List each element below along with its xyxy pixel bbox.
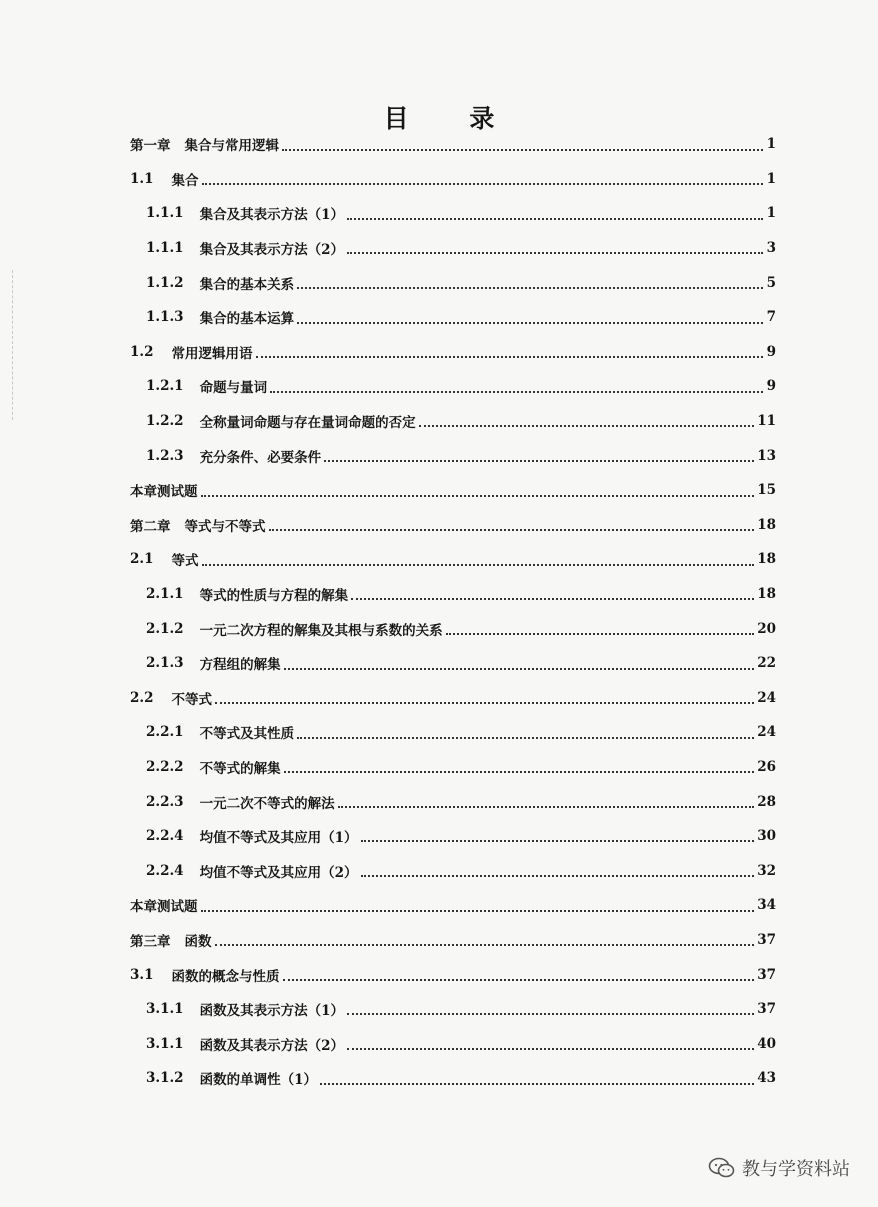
toc-entry-number: 1.1.1 — [146, 205, 184, 222]
toc-entry-page: 26 — [757, 758, 776, 775]
toc-dot-leader — [446, 633, 755, 635]
toc-entry-number: 2.2 — [130, 689, 154, 706]
toc-entry-number: 2.1.2 — [146, 620, 184, 637]
toc-entry-number: 1.1.1 — [146, 240, 184, 257]
toc-entry-title: 本章测试题 — [130, 899, 198, 916]
toc-entry-number: 2.2.2 — [146, 758, 184, 775]
toc-dot-leader — [347, 1048, 754, 1050]
toc-entry-page: 37 — [757, 966, 776, 983]
toc-entry — [130, 715, 776, 750]
toc-entry-title: 一元二次不等式的解法 — [199, 795, 335, 812]
toc-entry-page: 37 — [757, 931, 776, 948]
toc-entry — [130, 162, 776, 197]
toc-dot-leader — [215, 944, 755, 946]
toc-entry-title: 等式与不等式 — [184, 518, 266, 535]
toc-entry-title: 函数及其表示方法（2） — [199, 1037, 344, 1054]
toc-dot-leader — [419, 425, 755, 427]
toc-entry-page: 5 — [766, 274, 776, 291]
toc-entry-page: 37 — [757, 1001, 776, 1018]
toc-dot-leader — [361, 875, 755, 877]
toc-entry-title: 常用逻辑用语 — [171, 345, 253, 362]
table-of-contents — [130, 127, 776, 1096]
toc-entry — [130, 646, 776, 681]
toc-dot-leader — [202, 564, 755, 566]
toc-entry-title: 均值不等式及其应用（1） — [199, 830, 358, 847]
toc-entry-number: 第三章 — [130, 933, 171, 950]
toc-entry-number: 2.2.4 — [146, 862, 184, 879]
toc-dot-leader — [338, 806, 755, 808]
toc-dot-leader — [324, 460, 754, 462]
toc-entry-title: 不等式的解集 — [199, 760, 281, 777]
toc-entry-number: 1.2 — [130, 343, 154, 360]
toc-dot-leader — [283, 979, 755, 981]
wechat-icon — [708, 1157, 736, 1179]
toc-entry-title: 集合与常用逻辑 — [184, 138, 279, 155]
toc-entry-title: 全称量词命题与存在量词命题的否定 — [199, 415, 416, 432]
toc-entry-page: 32 — [757, 862, 776, 879]
scan-fold-mark — [12, 270, 14, 420]
toc-entry — [130, 231, 776, 266]
toc-entry — [130, 473, 776, 508]
toc-entry — [130, 992, 776, 1027]
toc-entry — [130, 957, 776, 992]
toc-entry — [130, 750, 776, 785]
toc-entry — [130, 577, 776, 612]
toc-entry-title: 集合及其表示方法（1） — [199, 207, 344, 224]
toc-entry — [130, 335, 776, 370]
toc-entry-page: 15 — [757, 482, 776, 499]
toc-entry-number: 3.1 — [130, 966, 154, 983]
toc-entry — [130, 508, 776, 543]
toc-entry — [130, 611, 776, 646]
toc-entry-title: 集合 — [171, 172, 199, 189]
toc-entry-title: 方程组的解集 — [199, 657, 281, 674]
toc-entry — [130, 1026, 776, 1061]
toc-entry-title: 函数的单调性（1） — [199, 1072, 317, 1089]
watermark — [708, 1155, 850, 1181]
toc-dot-leader — [284, 771, 755, 773]
toc-entry-page: 9 — [766, 343, 776, 360]
toc-entry-number: 1.2.3 — [146, 447, 184, 464]
toc-dot-leader — [347, 1013, 754, 1015]
toc-entry-page: 1 — [766, 136, 776, 153]
toc-entry — [130, 404, 776, 439]
toc-entry-number: 2.1 — [130, 551, 154, 568]
toc-entry-number: 1.2.1 — [146, 378, 184, 395]
toc-entry-page: 13 — [757, 447, 776, 464]
toc-entry-number: 1.1 — [130, 170, 154, 187]
toc-entry-title: 集合的基本关系 — [199, 276, 295, 293]
toc-entry-page: 40 — [757, 1035, 776, 1052]
toc-dot-leader — [347, 252, 763, 254]
toc-dot-leader — [269, 529, 755, 531]
toc-dot-leader — [201, 910, 755, 912]
toc-entry-page: 18 — [757, 586, 776, 603]
toc-entry-page: 7 — [766, 309, 776, 326]
toc-entry — [130, 127, 776, 162]
toc-entry — [130, 853, 776, 888]
toc-dot-leader — [297, 322, 763, 324]
toc-entry — [130, 923, 776, 958]
toc-entry-number: 1.1.3 — [146, 309, 184, 326]
toc-dot-leader — [202, 183, 764, 185]
toc-entry-number: 3.1.2 — [146, 1070, 184, 1087]
toc-entry-page: 22 — [757, 655, 776, 672]
toc-entry-title: 集合及其表示方法（2） — [199, 242, 344, 259]
toc-entry — [130, 196, 776, 231]
page-title: 目 录 — [383, 103, 521, 133]
toc-entry — [130, 681, 776, 716]
toc-dot-leader — [351, 598, 754, 600]
toc-entry — [130, 1061, 776, 1096]
toc-entry-title: 本章测试题 — [130, 484, 198, 501]
toc-dot-leader — [270, 391, 763, 393]
watermark-text: 教与学资料站 — [742, 1159, 850, 1180]
toc-entry-page: 34 — [757, 897, 776, 914]
toc-entry-title: 集合的基本运算 — [199, 311, 295, 328]
toc-dot-leader — [361, 840, 755, 842]
toc-entry-title: 均值不等式及其应用（2） — [199, 864, 358, 881]
toc-entry-number: 1.2.2 — [146, 413, 184, 430]
toc-entry-page: 24 — [757, 689, 776, 706]
toc-entry-title: 命题与量词 — [199, 380, 268, 397]
toc-entry-number: 2.2.4 — [146, 828, 184, 845]
toc-entry-page: 18 — [757, 551, 776, 568]
toc-entry-page: 3 — [766, 240, 776, 257]
toc-entry-page: 9 — [766, 378, 776, 395]
toc-dot-leader — [256, 356, 764, 358]
toc-dot-leader — [347, 218, 763, 220]
toc-entry-page: 20 — [757, 620, 776, 637]
toc-entry-title: 等式的性质与方程的解集 — [199, 588, 349, 605]
toc-entry-title: 充分条件、必要条件 — [199, 449, 322, 466]
toc-entry-title: 函数的概念与性质 — [171, 968, 280, 985]
toc-entry-page: 11 — [757, 413, 776, 430]
toc-entry — [130, 438, 776, 473]
toc-entry-title: 不等式及其性质 — [199, 726, 295, 743]
toc-entry-number: 2.1.3 — [146, 655, 184, 672]
toc-entry — [130, 300, 776, 335]
toc-dot-leader — [284, 668, 755, 670]
toc-dot-leader — [297, 737, 754, 739]
toc-entry — [130, 369, 776, 404]
toc-entry-title: 等式 — [171, 553, 199, 570]
toc-entry-title: 一元二次方程的解集及其根与系数的关系 — [199, 622, 443, 639]
toc-entry — [130, 888, 776, 923]
toc-dot-leader — [320, 1083, 754, 1085]
toc-dot-leader — [201, 495, 755, 497]
toc-entry-page: 30 — [757, 828, 776, 845]
toc-entry-title: 函数 — [184, 933, 212, 950]
toc-entry-number: 2.1.1 — [146, 586, 184, 603]
toc-entry-page: 1 — [766, 170, 776, 187]
toc-entry — [130, 542, 776, 577]
toc-entry-number: 第二章 — [130, 518, 171, 535]
toc-entry — [130, 819, 776, 854]
toc-entry-number: 3.1.1 — [146, 1035, 184, 1052]
toc-entry-number: 2.2.3 — [146, 793, 184, 810]
toc-dot-leader — [282, 149, 763, 151]
toc-entry-page: 18 — [757, 516, 776, 533]
toc-entry — [130, 265, 776, 300]
toc-entry-title: 函数及其表示方法（1） — [199, 1003, 344, 1020]
toc-dot-leader — [215, 702, 754, 704]
toc-entry-number: 3.1.1 — [146, 1001, 184, 1018]
toc-entry-number: 第一章 — [130, 138, 171, 155]
toc-entry-title: 不等式 — [171, 691, 212, 708]
toc-entry — [130, 784, 776, 819]
toc-dot-leader — [297, 287, 763, 289]
toc-entry-number: 2.2.1 — [146, 724, 184, 741]
toc-entry-page: 43 — [757, 1070, 776, 1087]
toc-entry-page: 24 — [757, 724, 776, 741]
toc-entry-number: 1.1.2 — [146, 274, 184, 291]
toc-entry-page: 1 — [766, 205, 776, 222]
toc-entry-page: 28 — [757, 793, 776, 810]
